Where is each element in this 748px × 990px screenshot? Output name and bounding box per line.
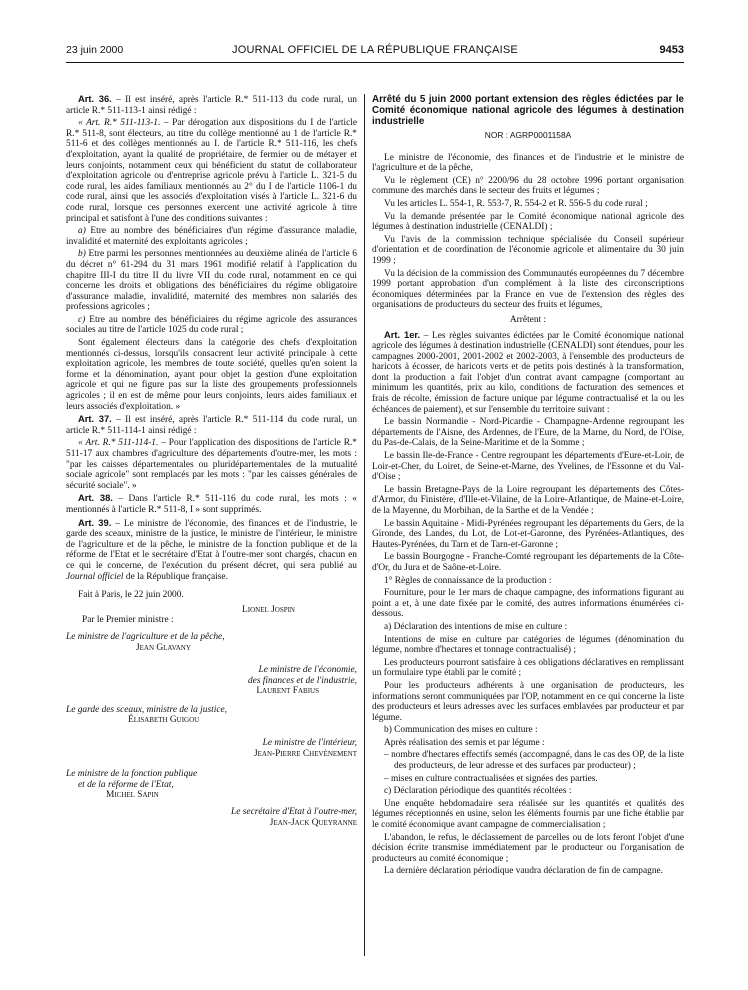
- rule-b-dash-1: – nombre d'hectares effectifs semés (accompagné, dans le cas des OP, de la liste des producteurs, de leur adresse et des surfaces par producteur) ;: [384, 750, 684, 772]
- article-36-item-a: a) Etre au nombre des bénéficiaires d'un régime d'assurance maladie, invalidité et maternité des exploitants agricoles ;: [66, 226, 357, 247]
- rule-1-heading: 1° Règles de connaissance de la production :: [384, 575, 552, 586]
- rule-a-heading: a) Déclaration des intentions de mise en culture :: [384, 621, 568, 632]
- left-column: [66, 94, 357, 828]
- basin-normandie: Le bassin Normandie - Nord-Picardie - Champagne-Ardenne regroupant les départements de l'Aisne, des Ardennes, de l'Eure, de la Marne, du Nord, de l'Oise, du Pas-de-Calais, de la Seine-Maritime et de la Somme ;: [372, 417, 684, 449]
- rule-c-heading: c) Déclaration périodique des quantités récoltées :: [384, 786, 572, 797]
- decree-title: Arrêté du 5 juin 2000 portant extension des règles édictées par le Comité économique national agricole des légumes à destination industrielle: [372, 94, 684, 127]
- header-date: 23 juin 2000: [66, 44, 124, 56]
- par-premier-ministre: Par le Premier ministre :: [82, 615, 174, 626]
- minister-civil-service-name: Michel Sapin: [106, 790, 159, 801]
- minister-economy-title-2: des finances et de l'industrie,: [247, 675, 357, 686]
- rule-b-heading: b) Communication des mises en culture :: [384, 725, 538, 736]
- rule-c-text-3: La dernière déclaration périodique vaudra déclaration de fin de campagne.: [384, 866, 664, 877]
- article-36-item-b: b) Etre parmi les personnes mentionnées au deuxième alinéa de l'article 6 du décret n° 61-294 du 31 mars 1961 modifié relatif à l'application du chapitre III-I du titre II du livre VII du code rural, notamment en ce qui concerne les droits et obligations des bénéficiaires du régime obligatoire d'assurance maladie, invalidité, maternité des membres non salariés des professions agricoles ;: [66, 249, 357, 313]
- minister-interior-name: Jean-Pierre Chevènement: [253, 748, 357, 759]
- minister-agriculture-name: Jean Glavany: [136, 642, 191, 653]
- visa-1: Le ministre de l'économie, des finances et de l'industrie et le ministre de l'agriculture et de la pêche,: [372, 152, 684, 174]
- rule-c-text-2: L'abandon, le refus, le déclassement de parcelles ou de lots feront l'objet d'une décision écrite transmise immédiatement par le producteur ou l'organisation de producteurs au comité économique ;: [372, 832, 684, 864]
- nor-reference: NOR : AGRP0001158A: [484, 130, 572, 140]
- secretary-overseas-name: Jean-Jack Queyranne: [269, 817, 357, 828]
- article-37-text: « Art. R.* 511-114-1. – Pour l'application des dispositions de l'article R.* 511-17 aux chambres d'agriculture des départements d'outre-mer, les mots : "par les caisses départementales ou pluridépartementales de la mutualité sociale agricole" sont remplacés par les mots : "par les caisses générales de sécurité sociale". »: [66, 438, 357, 491]
- minister-interior-title: Le ministre de l'intérieur,: [262, 738, 357, 749]
- article-39: Art. 39. – Le ministre de l'économie, des finances et de l'industrie, le garde des sceaux, ministre de la justice, le ministre de l'intérieur, le ministre de l'agriculture et de la pêche, le ministre de la fonction publique et de la réforme de l'Etat et le secrétaire d'Etat à l'outre-mer sont chargés, chacun en ce qui le concerne, de l'exécution du présent décret, qui sera publié au Journal officiel de la République française.: [66, 516, 357, 582]
- article-36-closing: Sont également électeurs dans la catégorie des chefs d'exploitation mentionnés ci-dessus, lorsqu'ils consacrent leur activité principale à cette exploitation agricole, les membres de toute société, quelles qu'en soient la forme et la dénomination, ayant pour objet la gestion d'une exploitation agricole et qui ne figure pas sur la liste des groupements professionnels agricoles ; il en est de même pour leurs conjoints, leurs aides familiaux et leurs associés d'exploitation. »: [66, 338, 357, 412]
- article-36-item-c: c) Etre au nombre des bénéficiaires du régime agricole des assurances sociales au titre de l'article 1025 du code rural ;: [66, 314, 357, 336]
- minister-civil-service-title: Le ministre de la fonction publique: [66, 769, 198, 780]
- rule-b-dash-2: – mises en culture contractualisées et signées des parties.: [384, 773, 598, 784]
- page-number: 9453: [659, 44, 684, 56]
- visa-4: Vu la demande présentée par le Comité économique national agricole des légumes à destination industrielle (CENALDI) ;: [372, 211, 684, 233]
- visa-5: Vu l'avis de la commission technique spécialisée du Conseil supérieur d'orientation et de coordination de l'économie agricole et alimentaire du 30 juin 1999 ;: [372, 234, 684, 266]
- article-1: Art. 1er. – Les règles suivantes édictées par le Comité économique national agricole des légumes à destination industrielle (CENALDI) sont étendues, pour les campagnes 2000-2001, 2001-2002 et 2002-2003, à l'ensemble des producteurs de haricots à écosser, de haricots verts et de petits pois destinés à la transformation, dont la production a fait l'objet d'un contrat avant campagne (comportant au minimum les quantités, prix au kilo, conditions de facturation des semences et frais de récolte, émission de facture unique par légume contractualisé et la ou les échéances de paiement), et sur l'ensemble du territoire suivant :: [372, 328, 684, 415]
- minister-civil-service-title-2: et de la réforme de l'Etat,: [78, 779, 174, 790]
- right-column: [372, 94, 684, 879]
- article-37-intro: Art. 37. – Il est inséré, après l'article R.* 511-114 du code rural, un article R.* 511-114-1 ainsi rédigé :: [66, 413, 357, 436]
- rule-a-text-3: Pour les producteurs adhérents à une organisation de producteurs, les informations seront communiquées par l'OP, notamment en ce qui concerne la liste des producteurs et leurs adresses avec les surfaces emblavées par producteur et par légume.: [372, 680, 684, 723]
- basin-aquitaine: Le bassin Aquitaine - Midi-Pyrénées regroupant les départements du Gers, de la Gironde, des Landes, du Lot, de Lot-et-Garonne, des Pyrénées-Atlantiques, des Hautes-Pyrénées, du Tarn et de Tarn-et-Garonne ;: [372, 518, 684, 550]
- visa-6: Vu la décision de la commission des Communautés européennes du 7 décembre 1999 portant approbation d'un complément à la liste des circonscriptions économiques déterminées par la France en vue de l'extension des règles des organisations de producteurs du secteur des fruits et légumes,: [372, 268, 684, 311]
- article-36-intro: Art. 36. – Il est inséré, après l'article R.* 511-113 du code rural, un article R.* 511-113-1 ainsi rédigé :: [66, 93, 357, 116]
- minister-economy-title: Le ministre de l'économie,: [258, 665, 357, 676]
- rule-c-text-1: Une enquête hebdomadaire sera réalisée sur les quantités et qualités des légumes réceptionnés en usine, selon les éléments fournis par une fiche établie par le comité économique avant campagne de commercialisation ;: [372, 798, 684, 831]
- header-rule: [66, 62, 684, 63]
- basin-bretagne: Le bassin Bretagne-Pays de la Loire regroupant les départements des Côtes-d'Armor, du Finistère, d'Ille-et-Vilaine, de la Loire-Atlantique, de Maine-et-Loire, de la Mayenne, du Morbihan, de la Sarthe et de la Vendée ;: [372, 484, 684, 516]
- minister-justice-name: Élisabeth Guigou: [128, 715, 200, 726]
- rule-b-text-1: Après réalisation des semis et par légume :: [384, 737, 545, 748]
- article-38: Art. 38. – Dans l'article R.* 511-116 du code rural, les mots : « mentionnés à l'article R.* 511-8, I » sont supprimés.: [66, 492, 357, 515]
- minister-agriculture-title: Le ministre de l'agriculture et de la pêche,: [66, 631, 225, 642]
- signatory-pm: Lionel Jospin: [242, 604, 295, 615]
- arretent: Arrêtent :: [509, 314, 547, 325]
- page-header: [66, 44, 684, 60]
- rule-a-text-1: Intentions de mise en culture par catégories de légumes (dénomination du légume, nombre d'hectares et tonnage contractualisé) ;: [372, 634, 684, 656]
- journal-title: JOURNAL OFFICIEL DE LA RÉPUBLIQUE FRANÇAISE: [232, 44, 518, 56]
- basin-ile-de-france: Le bassin Ile-de-France - Centre regroupant les départements d'Eure-et-Loir, de Loir-et-Cher, du Loiret, de Seine-et-Marne, des Yvelines, de l'Essonne et du Val-d'Oise ;: [372, 451, 684, 483]
- secretary-overseas-title: Le secrétaire d'Etat à l'outre-mer,: [231, 807, 357, 818]
- rule-1-text: Fourniture, pour le 1er mars de chaque campagne, des informations figurant au point a et, à une date fixée par le comité, des autres informations énumérées ci-dessous.: [372, 588, 684, 620]
- column-divider: [364, 94, 365, 956]
- article-36-text: « Art. R.* 511-113-1. – Par dérogation aux dispositions du I de l'article R.* 511-8, sont électeurs, au titre du collège mentionné au 1 de l'article R.* 511-6 et des collèges mentionnés au I. de l'article R.* 511-116, les chefs d'exploitation, ayant la qualité de propriétaire, de fermier ou de métayer et leurs conjoints, notamment ceux qui bénéficient du statut de collaborateur d'exploitation agricole ou d'entreprise agricole prévu à l'article L. 321-5 du code rural, les aides familiaux mentionnés au 2° du I de l'article 1106-1 du code rural, ainsi que les associés d'exploitation visés à l'article L. 321-6 du code rural, lorsque ces personnes exercent une activité agricole à titre principal et satisfont à l'une des conditions suivantes :: [66, 118, 358, 224]
- visa-3: Vu les articles L. 554-1, R. 553-7, R. 554-2 et R. 556-5 du code rural ;: [384, 198, 648, 209]
- minister-justice-title: Le garde des sceaux, ministre de la justice,: [66, 704, 227, 715]
- rule-a-text-2: Les producteurs pourront satisfaire à ces obligations déclaratives en remplissant un formulaire type établi par le comité ;: [372, 657, 684, 679]
- minister-economy-name: Laurent Fabius: [256, 686, 319, 697]
- visa-2: Vu le règlement (CE) n° 2200/96 du 28 octobre 1996 portant organisation commune des marchés dans le secteur des fruits et légumes ;: [372, 175, 684, 197]
- date-place: Fait à Paris, le 22 juin 2000.: [78, 590, 184, 601]
- basin-bourgogne: Le bassin Bourgogne - Franche-Comté regroupant les départements de la Côte-d'Or, du Jura et de Saône-et-Loire.: [372, 552, 684, 573]
